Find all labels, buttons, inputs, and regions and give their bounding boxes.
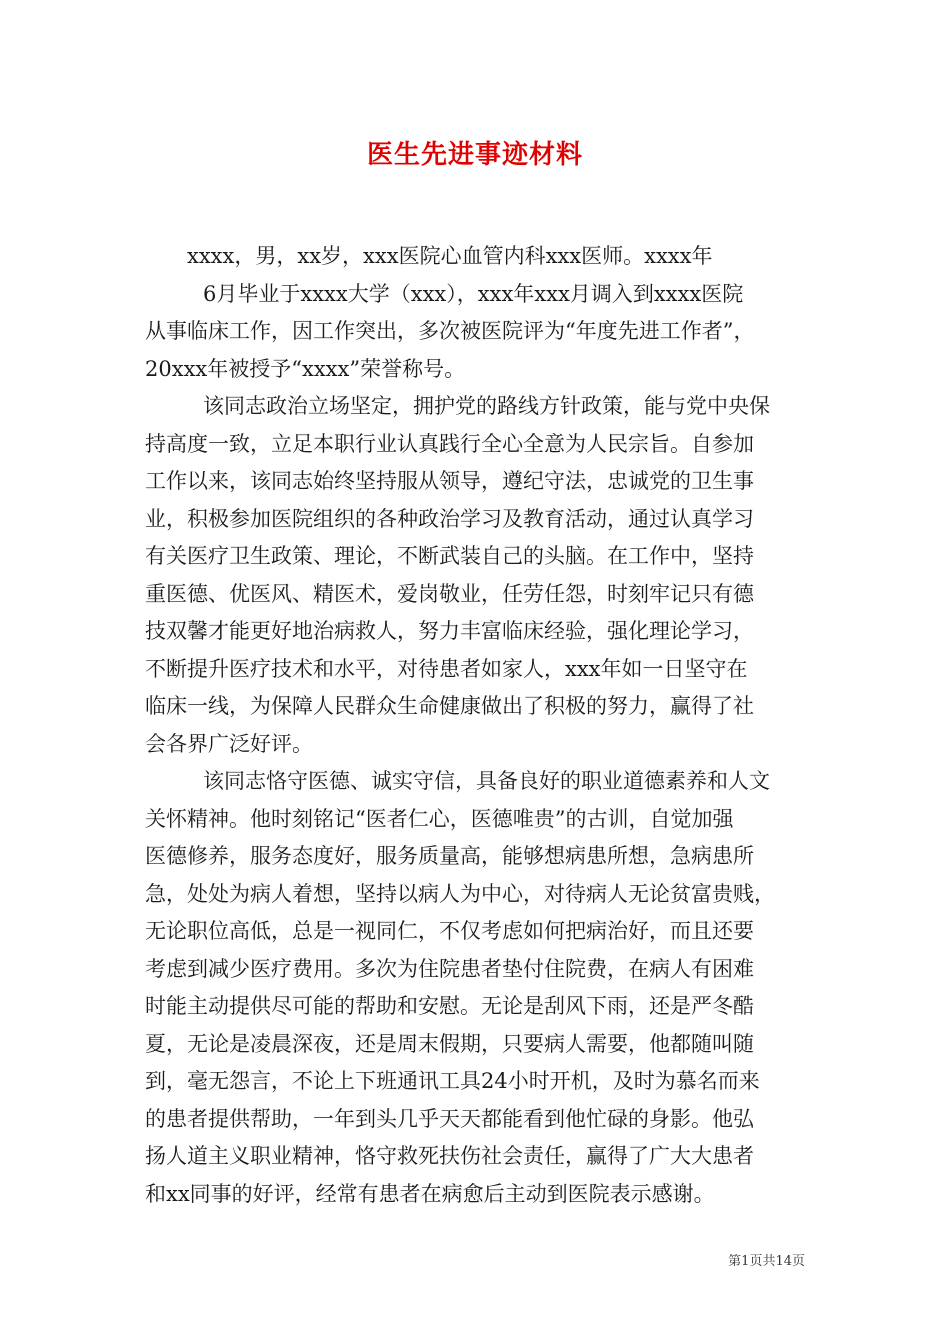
- document-title: 医生先进事迹材料: [366, 140, 583, 170]
- paragraph-line: 夏，无论是凌晨深夜，还是周末假期，只要病人需要，他都随叫随: [145, 1031, 754, 1056]
- paragraph-line: 20xxx年被授予“xxxx”荣誉称号。: [145, 356, 466, 381]
- paragraph-line: 急，处处为病人着想，坚持以病人为中心，对待病人无论贫富贵贱，: [145, 881, 775, 906]
- document-body: [145, 238, 815, 1213]
- paragraph-line: 会各界广泛好评。: [145, 731, 313, 756]
- paragraph-line: 时能主动提供尽可能的帮助和安慰。无论是刮风下雨，还是严冬酷: [145, 994, 754, 1018]
- paragraph-line: 不断提升医疗技术和水平，对待患者如家人，xxx年如一日坚守在: [145, 656, 748, 681]
- paragraph-1: [145, 238, 815, 276]
- paragraph-line: 扬人道主义职业精神，恪守救死扶伤社会责任，赢得了广大大患者: [145, 1144, 754, 1168]
- paragraph-line: 工作以来，该同志始终坚持服从领导，遵纪守法，忠诚党的卫生事: [145, 469, 754, 493]
- paragraph-line: 6月毕业于xxxx大学（xxx），xxx年xxx月调入到xxxx医院: [203, 281, 744, 306]
- paragraph-line: 从事临床工作，因工作突出，多次被医院评为“年度先进工作者”，: [145, 319, 755, 343]
- paragraph-line: 临床一线，为保障人民群众生命健康做出了积极的努力，赢得了社: [145, 694, 754, 718]
- paragraph-line: 考虑到减少医疗费用。多次为住院患者垫付住院费，在病人有困难: [145, 956, 754, 981]
- paragraph-line: 到，毫无怨言，不论上下班通讯工具24小时开机，及时为慕名而来: [145, 1069, 760, 1093]
- paragraph-line: 有关医疗卫生政策、理论，不断武装自己的头脑。在工作中，坚持: [145, 544, 754, 568]
- page-number-footer: 第1页共14页: [728, 1254, 805, 1269]
- paragraph-line: 技双馨才能更好地治病救人，努力丰富临床经验，强化理论学习，: [145, 619, 754, 643]
- paragraph-line: 业，积极参加医院组织的各种政治学习及教育活动，通过认真学习: [145, 506, 754, 531]
- paragraph-line: 重医德、优医风、精医术，爱岗敬业，任劳任怨，时刻牢记只有德: [145, 581, 754, 606]
- paragraph-line: 和xx同事的好评，经常有患者在病愈后主动到医院表示感谢。: [145, 1181, 715, 1206]
- paragraph-line: 的患者提供帮助，一年到头几乎天天都能看到他忙碌的身影。他弘: [145, 1106, 754, 1131]
- paragraph-line: 医德修养，服务态度好，服务质量高，能够想病患所想，急病患所: [145, 844, 754, 868]
- paragraph-2: [145, 276, 815, 389]
- paragraph-line: 该同志恪守医德、诚实守信，具备良好的职业道德素养和人文: [203, 769, 770, 793]
- paragraph-line: 持高度一致，立足本职行业认真践行全心全意为人民宗旨。自参加: [145, 431, 754, 456]
- paragraph-line: 关怀精神。他时刻铭记“医者仁心，医德唯贵”的古训，自觉加强: [145, 806, 734, 831]
- paragraph-line: xxxx，男，xx岁，xxx医院心血管内科xxx医师。xxxx年: [187, 244, 713, 268]
- paragraph-line: 无论职位高低，总是一视同仁，不仅考虑如何把病治好，而且还要: [145, 919, 754, 943]
- paragraph-line: 该同志政治立场坚定，拥护党的路线方针政策，能与党中央保: [203, 394, 770, 418]
- paragraph-3: [145, 388, 815, 763]
- paragraph-4: [145, 763, 815, 1213]
